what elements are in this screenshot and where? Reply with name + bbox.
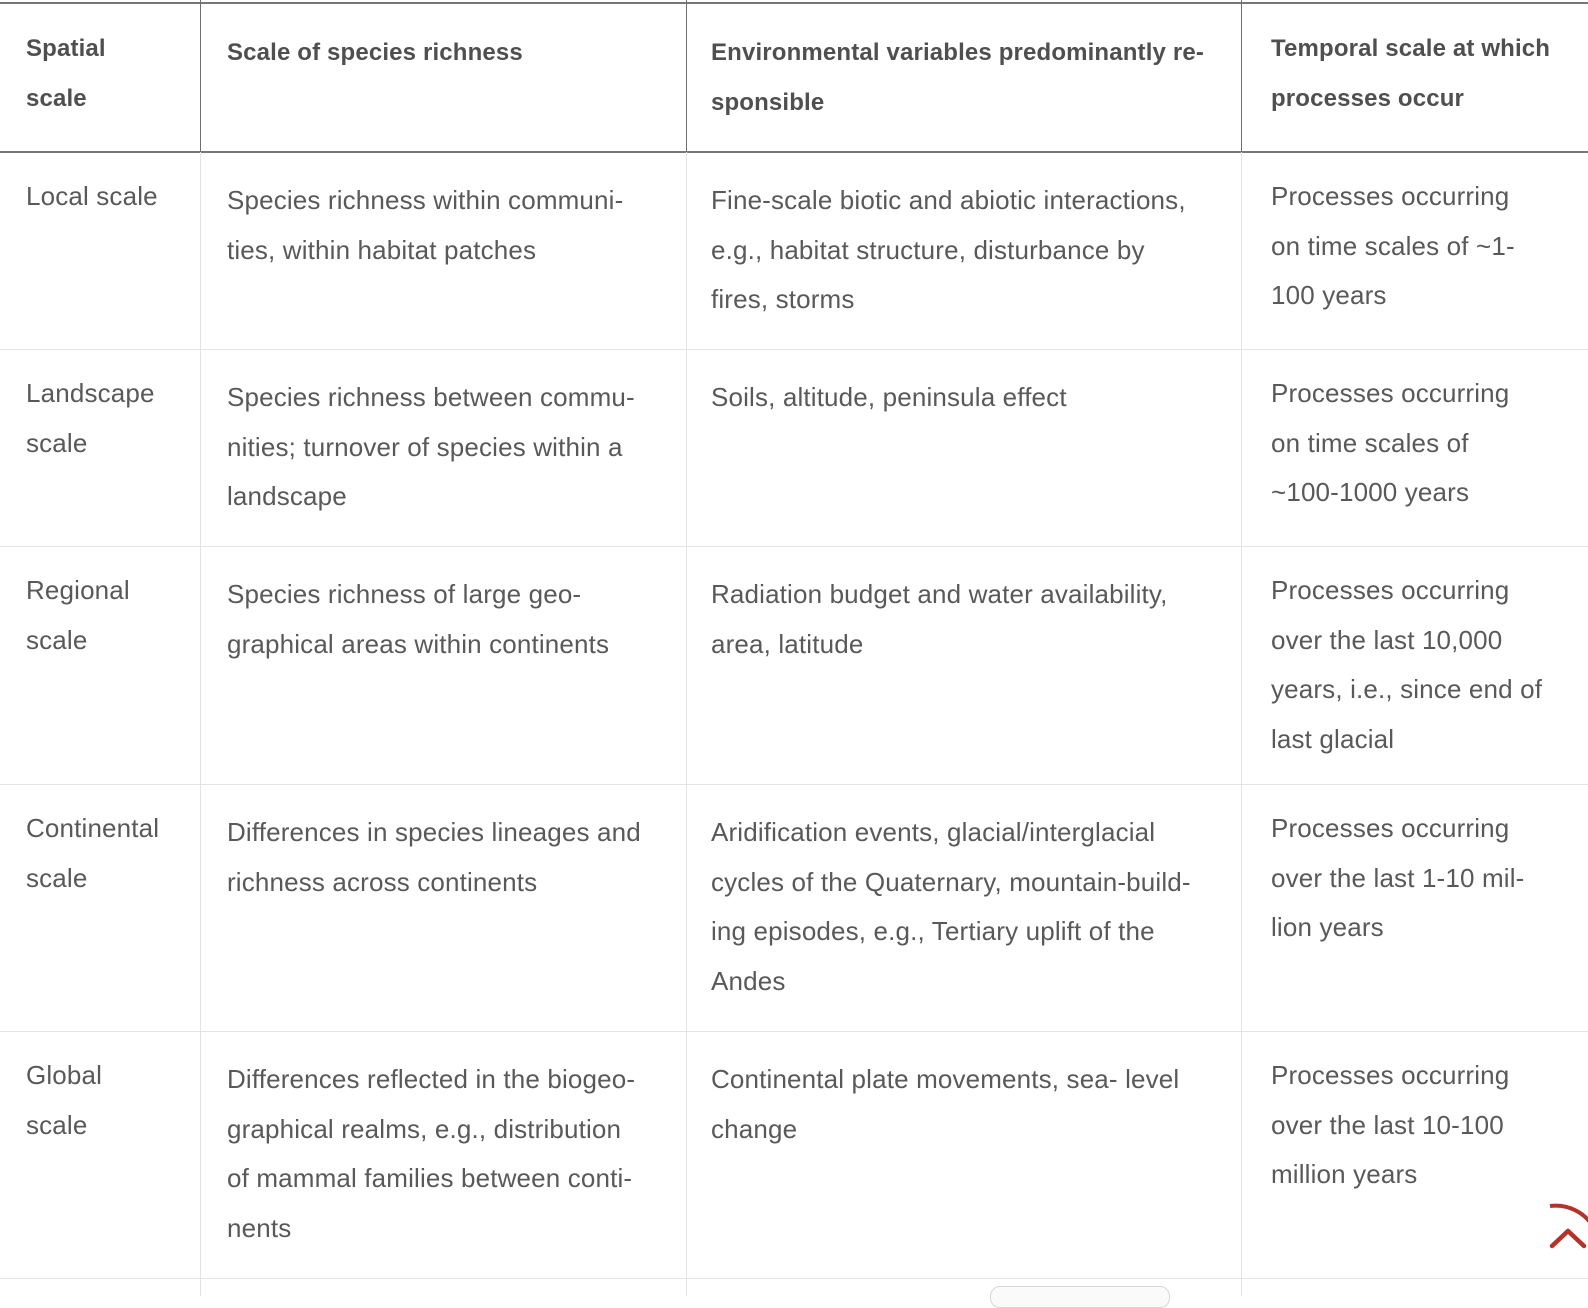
header-cell (0, 0, 201, 152)
cell-temporal: Processes occurring on time scales of ~100-1000 years (1271, 378, 1510, 507)
cell-environment: Aridification events, glacial/interglacial cycles of the Quaternary, mountain-build- ing episodes, e.g., Tertiary uplift of the Andes (711, 817, 1191, 996)
header-spatial-scale: Spatial scale (26, 35, 106, 112)
cell-richness: Differences reflected in the biogeo- graphical realms, e.g., distribution of mammal families between conti- nents (227, 1064, 636, 1243)
table-row (0, 152, 1588, 349)
column-divider (1241, 152, 1242, 1296)
table-cell (687, 1031, 1242, 1296)
row-divider (0, 1278, 1588, 1279)
cell-spatial: Global scale (26, 1060, 103, 1140)
chevron-up-icon (1528, 1188, 1588, 1268)
cell-environment: Soils, altitude, peninsula effect (711, 382, 1067, 412)
table-cell (0, 784, 201, 1031)
scroll-to-top-button[interactable] (1528, 1188, 1588, 1268)
cell-spatial: Landscape scale (26, 378, 155, 458)
table-cell (1242, 784, 1588, 1031)
table-cell (687, 546, 1242, 784)
cell-environment: Radiation budget and water availability, area, latitude (711, 579, 1168, 659)
header-cell (201, 0, 687, 152)
table-row (0, 546, 1588, 784)
cell-richness: Species richness between commu- nities; turnover of species within a landscape (227, 382, 635, 511)
table-cell (0, 546, 201, 784)
row-divider (0, 1031, 1588, 1032)
column-divider (686, 152, 687, 1296)
table-cell (201, 349, 687, 546)
table-row (0, 1031, 1588, 1296)
header-cell (687, 0, 1242, 152)
cell-temporal: Processes occurring over the last 10,000 years, i.e., since end of last glacial (1271, 575, 1543, 754)
header-scale-of-species-richness: Scale of species richness (227, 39, 523, 66)
table-row (0, 349, 1588, 546)
header-temporal-scale: Temporal scale at which processes occur (1271, 35, 1551, 112)
header-bottom-border (0, 151, 1588, 153)
table-cell (687, 784, 1242, 1031)
table-cell (0, 1031, 201, 1296)
table-row (0, 784, 1588, 1031)
row-divider (0, 784, 1588, 785)
scroll-indicator[interactable] (990, 1286, 1170, 1308)
table-cell (1242, 349, 1588, 546)
cell-richness: Differences in species lineages and richness across continents (227, 817, 641, 897)
header-column-divider (686, 0, 687, 152)
cell-richness: Species richness within communi- ties, within habitat patches (227, 185, 624, 265)
header-environmental-variables: Environmental variables predominantly re- sponsible (711, 39, 1204, 116)
table-cell (1242, 546, 1588, 784)
cell-temporal: Processes occurring on time scales of ~1- 100 years (1271, 181, 1515, 310)
cell-environment: Continental plate movements, sea- level change (711, 1064, 1180, 1144)
header-cell (1242, 0, 1588, 152)
table-top-border (0, 2, 1588, 4)
table-cell (0, 152, 201, 349)
row-divider (0, 349, 1588, 350)
table-cell (687, 152, 1242, 349)
cell-spatial: Local scale (26, 181, 158, 211)
table-header-row (0, 0, 1588, 152)
header-column-divider (1241, 0, 1242, 152)
cell-spatial: Continental scale (26, 813, 160, 893)
header-column-divider (200, 0, 201, 152)
table-cell (201, 152, 687, 349)
cell-spatial: Regional scale (26, 575, 130, 655)
table-cell (0, 349, 201, 546)
row-divider (0, 546, 1588, 547)
cell-temporal: Processes occurring over the last 1-10 mil- lion years (1271, 813, 1525, 942)
table-cell (201, 784, 687, 1031)
cell-richness: Species richness of large geo- graphical areas within continents (227, 579, 610, 659)
table-cell (1242, 152, 1588, 349)
table-cell (687, 349, 1242, 546)
table-cell (201, 1031, 687, 1296)
column-divider (200, 152, 201, 1296)
cell-environment: Fine-scale biotic and abiotic interactions, e.g., habitat structure, disturbance by fires, storms (711, 185, 1186, 314)
cell-temporal: Processes occurring over the last 10-100 million years (1271, 1060, 1510, 1189)
table-cell (201, 546, 687, 784)
